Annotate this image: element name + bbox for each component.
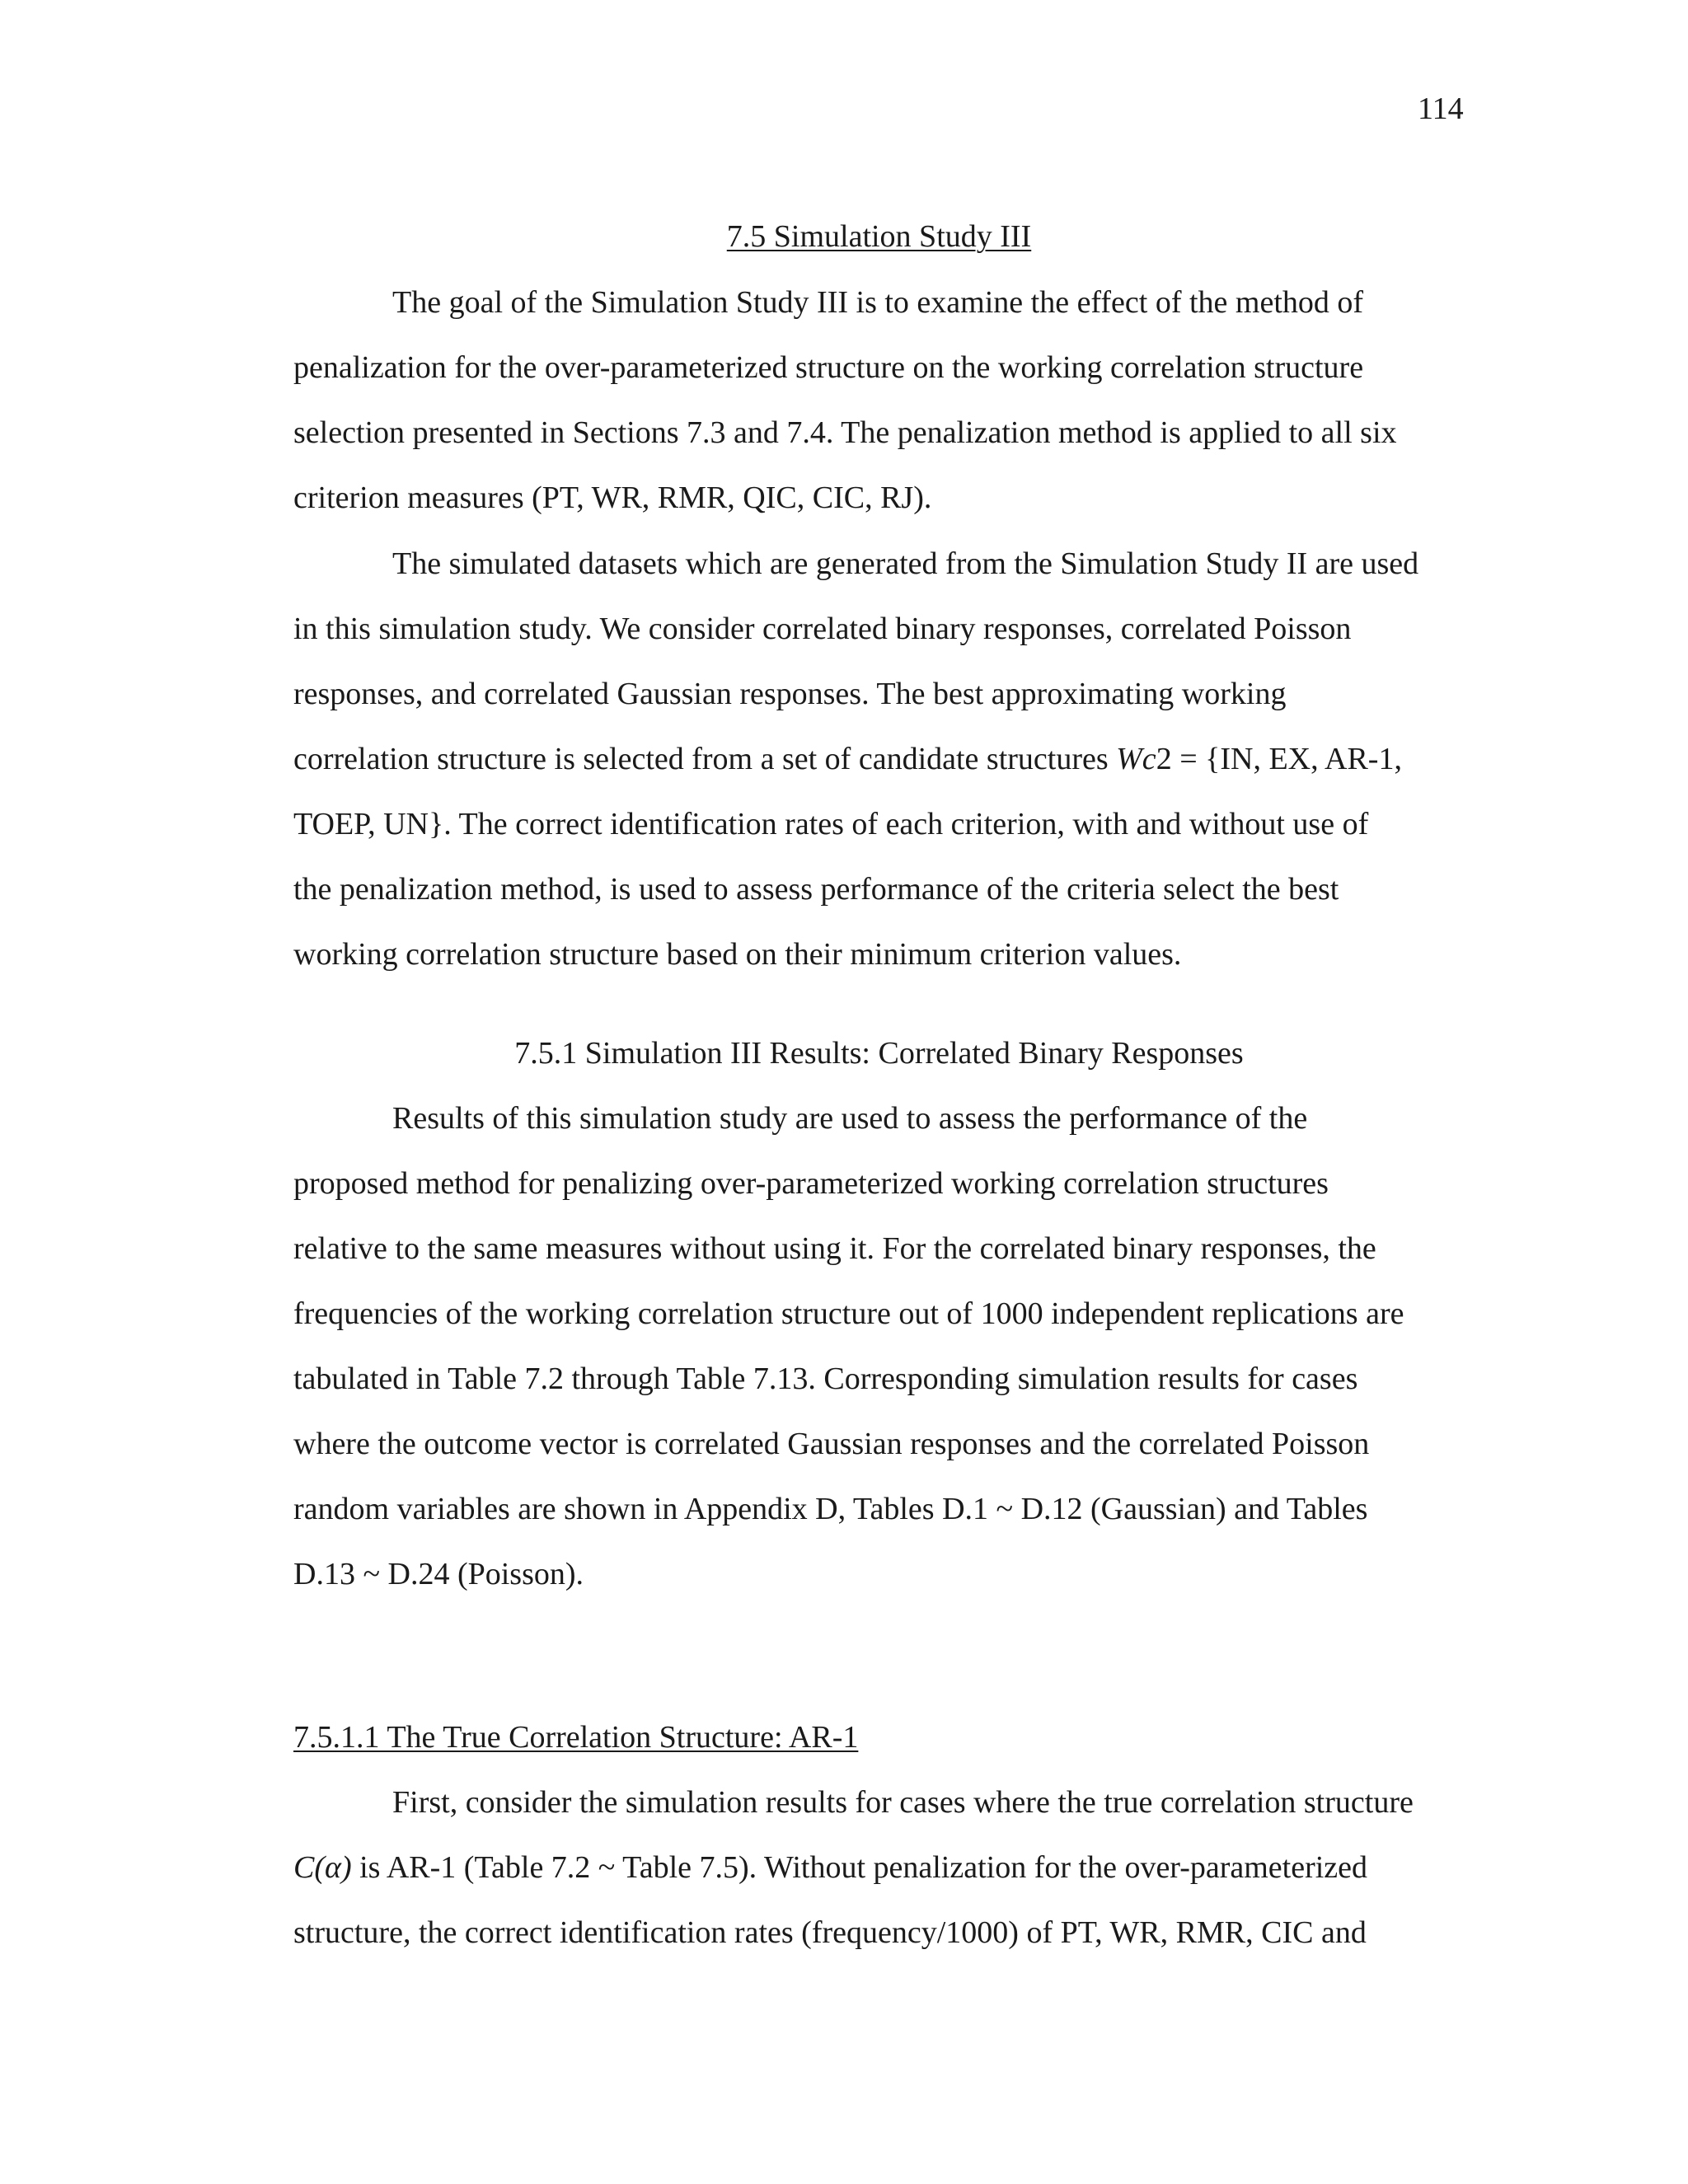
text-line: relative to the same measures without using it. For the correlated binary responses, the bbox=[293, 1231, 1376, 1266]
text-line: The simulated datasets which are generated from the Simulation Study II are used bbox=[392, 546, 1419, 581]
text-span: correlation structure is selected from a set of candidate structures bbox=[293, 742, 1117, 776]
text-line: working correlation structure based on their minimum criterion values. bbox=[293, 937, 1182, 972]
text-line: structure, the correct identification rates (frequency/1000) of PT, WR, RMR, CIC and bbox=[293, 1915, 1367, 1950]
section-heading: 7.5 Simulation Study III bbox=[726, 219, 1032, 254]
page-number: 114 bbox=[1418, 91, 1464, 126]
text-line: selection presented in Sections 7.3 and 7.4. The penalization method is applied to all six bbox=[293, 415, 1397, 450]
text-line: First, consider the simulation results for cases where the true correlation structure bbox=[392, 1785, 1414, 1820]
text-line bbox=[293, 743, 1402, 775]
text-line: criterion measures (PT, WR, RMR, QIC, CIC, RJ). bbox=[293, 480, 932, 515]
text-line: TOEP, UN}. The correct identification rates of each criterion, with and without use of bbox=[293, 807, 1369, 841]
text-line: responses, and correlated Gaussian responses. The best approximating working bbox=[293, 677, 1287, 711]
text-line: tabulated in Table 7.2 through Table 7.13. Corresponding simulation results for cases bbox=[293, 1361, 1358, 1396]
text-line: Results of this simulation study are used to assess the performance of the bbox=[392, 1101, 1308, 1136]
text-line: The goal of the Simulation Study III is to examine the effect of the method of bbox=[392, 285, 1364, 320]
text-line: D.13 ~ D.24 (Poisson). bbox=[293, 1557, 584, 1591]
math-symbol: C(α) bbox=[293, 1850, 352, 1885]
text-line: the penalization method, is used to assess performance of the criteria select the best bbox=[293, 872, 1339, 907]
text-line: proposed method for penalizing over-parameterized working correlation structures bbox=[293, 1166, 1329, 1201]
text-line bbox=[293, 1852, 1367, 1883]
text-line: penalization for the over-parameterized structure on the working correlation structure bbox=[293, 350, 1364, 385]
subsubsection-heading: 7.5.1.1 The True Correlation Structure: AR-1 bbox=[293, 1720, 859, 1755]
text-span: is AR-1 (Table 7.2 ~ Table 7.5). Without penalization for the over-parameterized bbox=[351, 1850, 1368, 1885]
text-line: in this simulation study. We consider correlated binary responses, correlated Poisson bbox=[293, 612, 1352, 646]
text-line: frequencies of the working correlation structure out of 1000 independent replications are bbox=[293, 1296, 1404, 1331]
text-line: where the outcome vector is correlated Gaussian responses and the correlated Poisson bbox=[293, 1427, 1370, 1461]
math-symbol: Wc bbox=[1116, 742, 1156, 776]
text-span: 2 = {IN, EX, AR-1, bbox=[1156, 742, 1402, 776]
subsection-heading: 7.5.1 Simulation III Results: Correlated Binary Responses bbox=[514, 1036, 1244, 1071]
text-line: random variables are shown in Appendix D, Tables D.1 ~ D.12 (Gaussian) and Tables bbox=[293, 1492, 1368, 1526]
